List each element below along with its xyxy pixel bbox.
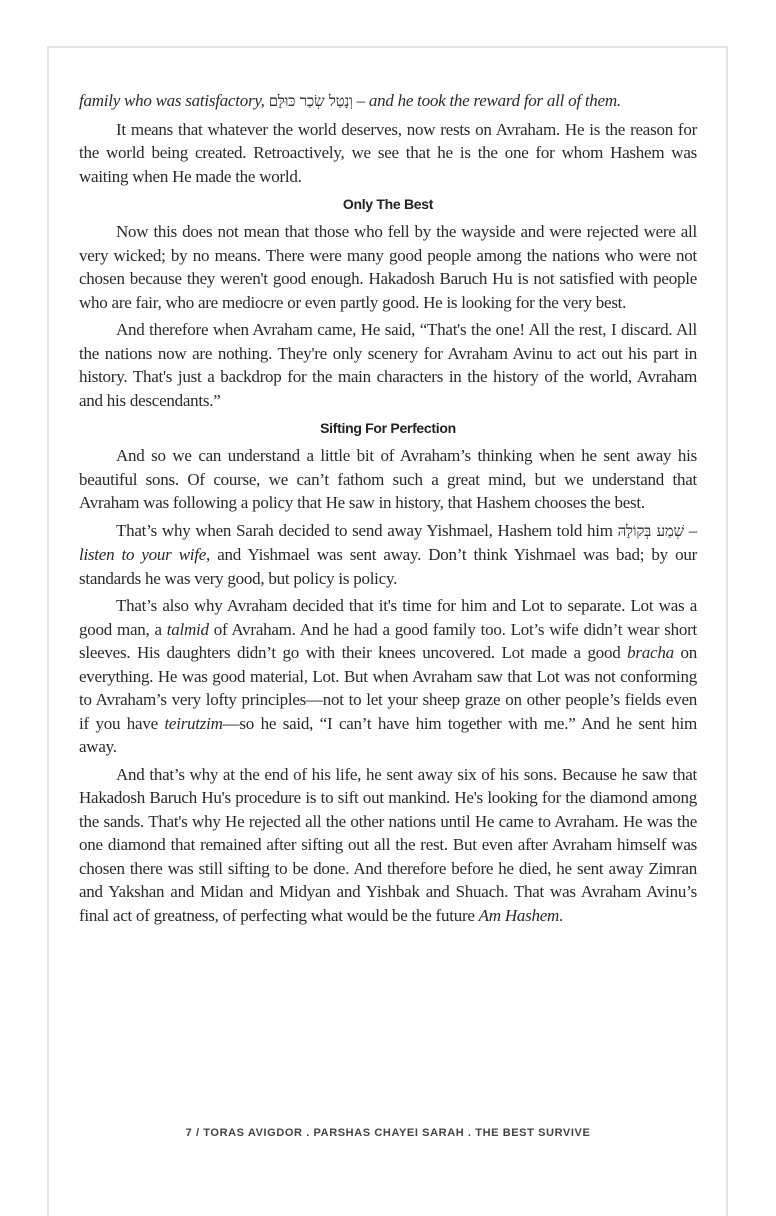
paragraph: And therefore when Avraham came, He said, “That's the one! All the rest, I discard. All the nations now are nothing. They're only scenery for Avraham Avinu to act out his part in history. That's just a backdrop for the main characters in the history of the world, Avraham and his descendants.” xyxy=(79,320,697,410)
text: That’s why when Sarah decided to send away Yishmael, Hashem told him xyxy=(116,520,618,540)
italic-text: family who was satisfactory, xyxy=(79,91,269,110)
text: , and Yishmael was sent away. Don’t think Yishmael was bad; by our standards he was very good, but policy is policy. xyxy=(79,545,698,588)
paragraph: It means that whatever the world deserves, now rests on Avraham. He is the reason for the world being created. Retroactively, we see that he is the one for whom Hashem was waiting when He made the world. xyxy=(79,119,697,186)
text: of Avraham. And he had a good family too. Lot’s wife didn’t wear short sleeves. His daughters didn’t go with their knees uncovered. Lot made a good xyxy=(79,619,697,662)
section-heading: Sifting For Perfection xyxy=(320,420,456,436)
text: That’s also why Avraham decided that it's time for him and Lot to separate. Lot was a good man, a xyxy=(79,596,697,639)
paragraph xyxy=(79,594,697,759)
section-heading: Only The Best xyxy=(342,196,434,212)
page-footer: 7 / TORAS AVIGDOR . PARSHAS CHAYEI SARAH . THE BEST SURVIVE xyxy=(185,1127,591,1139)
paragraph: And so we can understand a little bit of Avraham’s thinking when he sent away his beautiful sons. Of course, we can’t fathom such a great mind, but we understand that Avraham was following a policy that He saw in history, that Hashem chooses the best. xyxy=(79,446,697,512)
text: And that’s why at the end of his life, he sent away six of his sons. Because he saw that Hakadosh Baruch Hu's procedure is to sift out mankind. He's looking for the diamond among the sands. That's why He rejected all the other nations until He came to Avraham. He was the one diamond that remained after sifting out all the rest. But even after Avraham himself was chosen there was still sifting to be done. And therefore before he died, he sent away Zimran and Yakshan and Midan and Midyan and Yishbak and Shuach. That was Avraham Avinu’s final act of greatness, of perfecting what would be the future xyxy=(79,764,697,925)
hebrew-text: וְנָטַל שְׂכַר כּוּלָּם xyxy=(268,92,353,110)
italic-text: – and he took the reward for all of them. xyxy=(352,91,621,110)
hebrew-text: שְׁמַע בְּקוֹלָהּ xyxy=(617,521,684,540)
italic-text: bracha xyxy=(627,643,674,662)
text: . xyxy=(559,905,564,925)
paragraph: Now this does not mean that those who fell by the wayside and were rejected were all very wicked; by no means. There were many good people among the nations who were not chosen because they weren't good enough. Hakadosh Baruch Hu is not satisfied with people who are fair, who are mediocre or even partly good. He is looking for the very best. xyxy=(79,222,697,312)
text: —so he said, “I can’t have him together with me.” And he sent him away. xyxy=(79,713,697,756)
paragraph xyxy=(79,519,697,591)
page-body xyxy=(79,89,697,931)
italic-text: – listen to your wife xyxy=(79,520,698,564)
italic-text: teirutzim xyxy=(164,713,223,733)
italic-text: Am Hashem xyxy=(478,905,560,925)
italic-text: talmid xyxy=(166,619,209,639)
text: on everything. He was good material, Lot. But when Avraham saw that Lot was not conforming to Avraham’s very lofty principles—not to let your sheep graze on other people’s fields even if you have xyxy=(79,643,697,733)
paragraph xyxy=(79,763,697,928)
paragraph xyxy=(79,89,697,114)
